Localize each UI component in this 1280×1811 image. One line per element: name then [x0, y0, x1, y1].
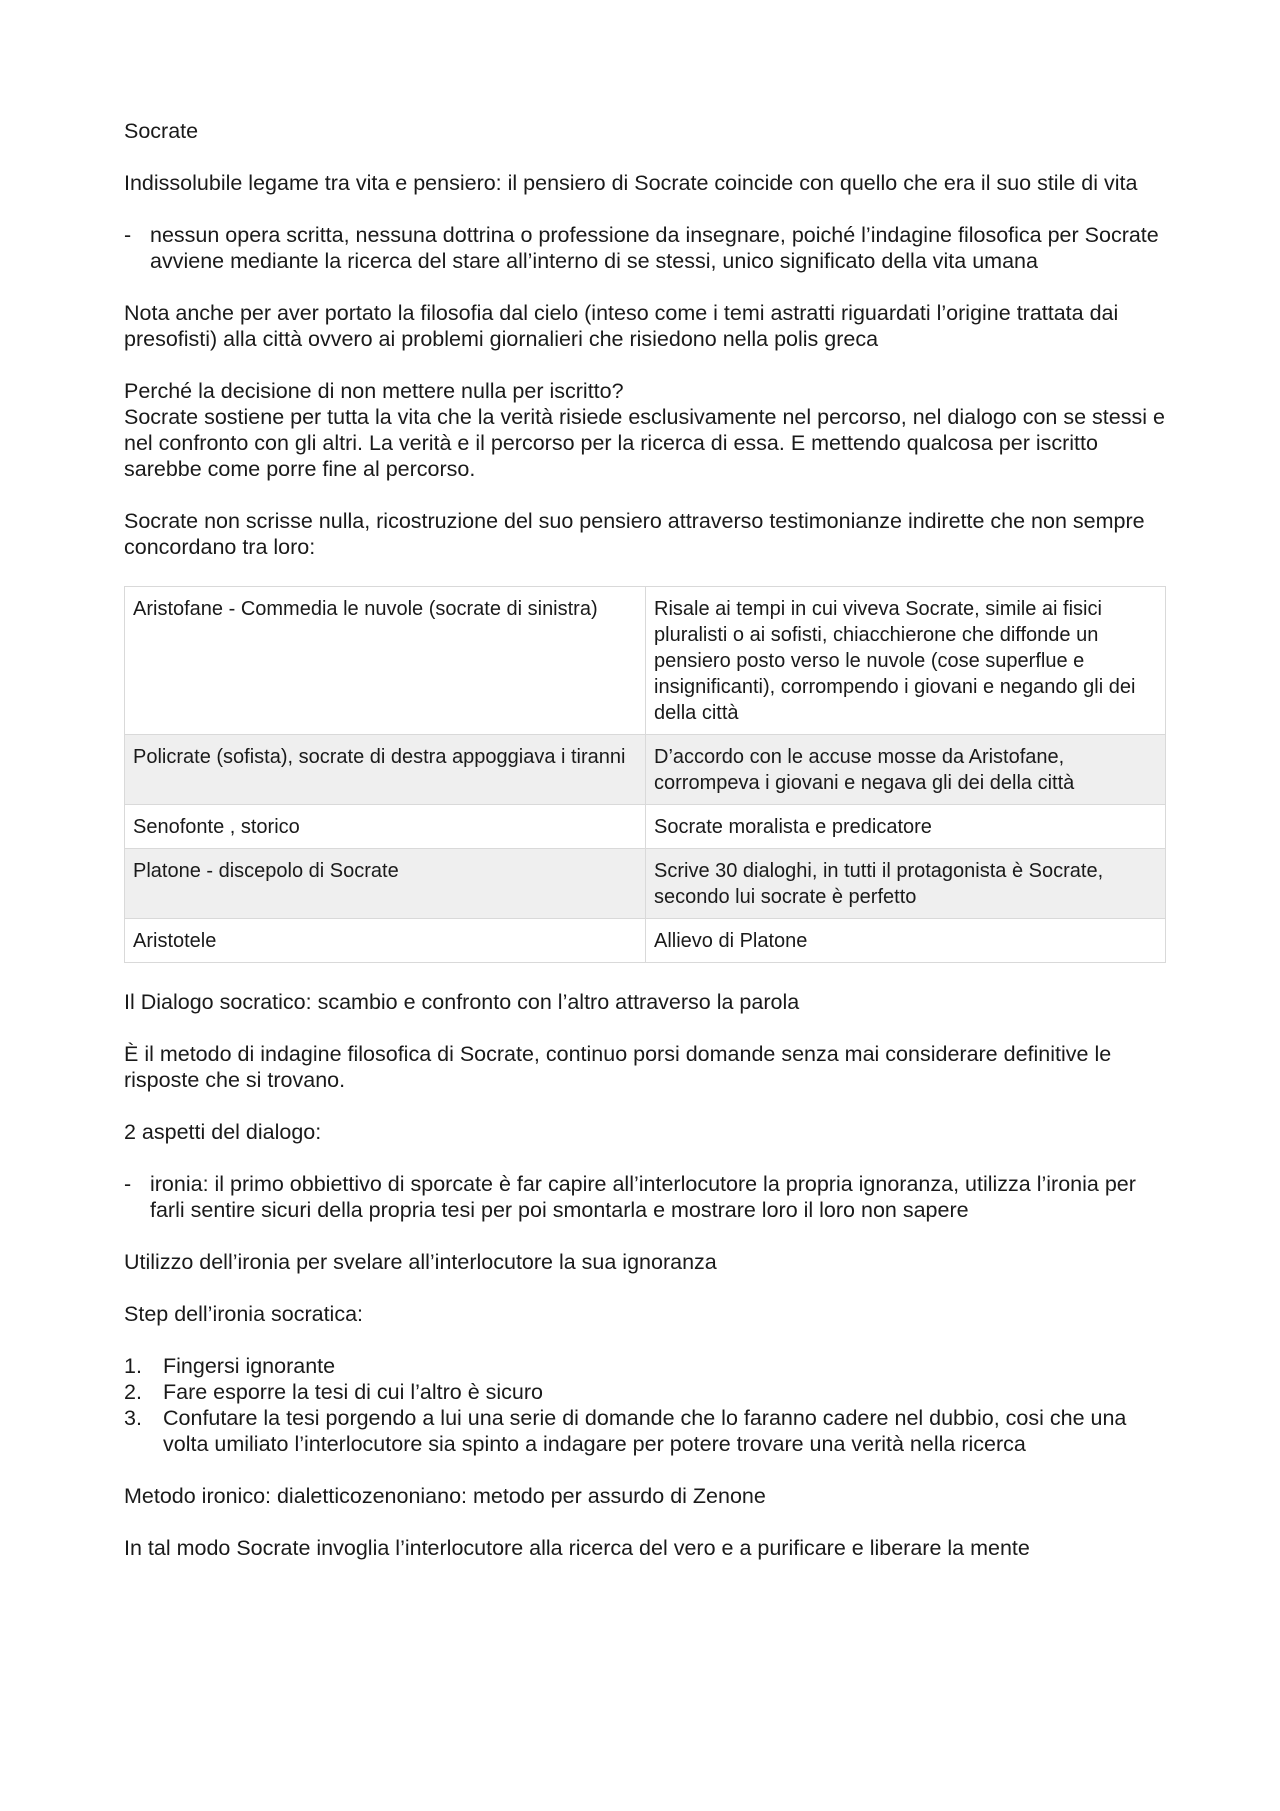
table-cell-source: Policrate (sofista), socrate di destra appoggiava i tiranni [125, 735, 646, 805]
page-title: Socrate [124, 119, 199, 143]
steps-list [124, 1353, 1166, 1457]
dash-list [124, 1171, 1166, 1223]
table-row [125, 919, 1166, 963]
step-text: Confutare la tesi porgendo a lui una serie di domande che lo faranno cadere nel dubbio, cosi che una volta umiliato l’interlocutore sia spinto a indagare per potere trovare una verità nella ricerca [163, 1406, 1127, 1456]
table-cell-description: D’accordo con le accuse mosse da Aristofane, corrompeva i giovani e negava gli dei della città [646, 735, 1166, 805]
step-number: 1. [124, 1354, 142, 1378]
answer-paragraph: Socrate sostiene per tutta la vita che la verità risiede esclusivamente nel percorso, nel dialogo con se stessi e nel confronto con gli altri. La verità e il percorso per la ricerca di essa. E mettendo qualcosa per iscritto sarebbe come porre fine al percorso. [124, 405, 1165, 481]
bullet-mark: - [124, 1172, 132, 1196]
table-cell-source: Platone - discepolo di Socrate [125, 849, 646, 919]
table-row [125, 805, 1166, 849]
table-row [125, 735, 1166, 805]
conclusione-paragraph: In tal modo Socrate invoglia l’interlocutore alla ricerca del vero e a purificare e liberare la mente [124, 1536, 1030, 1560]
list-item [124, 1379, 1166, 1405]
table-row [125, 849, 1166, 919]
table-cell-source: Aristofane - Commedia le nuvole (socrate di sinistra) [125, 587, 646, 735]
step-text: Fingersi ignorante [163, 1354, 336, 1378]
table-cell-description: Socrate moralista e predicatore [646, 805, 1166, 849]
table-cell-source: Senofonte , storico [125, 805, 646, 849]
step-number: 2. [124, 1380, 142, 1404]
table-cell-description: Risale ai tempi in cui viveva Socrate, simile ai fisici pluralisti o ai sofisti, chiacchierone che diffonde un pensiero posto verso le nuvole (cose superflue e insignificanti), corrompendo i giovani e negando gli dei della città [646, 587, 1166, 735]
step-number: 3. [124, 1406, 142, 1430]
metodo-paragraph: Metodo ironico: dialetticozenoniano: metodo per assurdo di Zenone [124, 1484, 766, 1508]
table-row [125, 587, 1166, 735]
table-cell-description: Allievo di Platone [646, 919, 1166, 963]
nota-paragraph: Nota anche per aver portato la filosofia dal cielo (inteso come i temi astratti riguardati l’origine trattata dai presofisti) alla città ovvero ai problemi giornalieri che risiedono nella polis greca [124, 301, 1119, 351]
aspetti-paragraph: 2 aspetti del dialogo: [124, 1120, 322, 1144]
list-item-text: nessun opera scritta, nessuna dottrina o professione da insegnare, poiché l’indagine filosofica per Socrate avviene mediante la ricerca del stare all’interno di se stessi, unico significato della vita umana [150, 223, 1159, 273]
list-item [124, 1353, 1166, 1379]
question-paragraph: Perché la decisione di non mettere nulla per iscritto? [124, 379, 624, 403]
step-title: Step dell’ironia socratica: [124, 1302, 364, 1326]
dash-list [124, 222, 1166, 274]
list-item [124, 1405, 1166, 1457]
sources-table [124, 586, 1166, 963]
dialogo-description: È il metodo di indagine filosofica di Socrate, continuo porsi domande senza mai considerare definitive le risposte che si trovano. [124, 1042, 1112, 1092]
bullet-mark: - [124, 223, 132, 247]
step-text: Fare esporre la tesi di cui l’altro è sicuro [163, 1380, 543, 1404]
table-cell-description: Scrive 30 dialoghi, in tutti il protagonista è Socrate, secondo lui socrate è perfetto [646, 849, 1166, 919]
document-page [124, 118, 1166, 1561]
list-item [124, 1171, 1166, 1223]
list-item [124, 222, 1166, 274]
table-cell-source: Aristotele [125, 919, 646, 963]
dialogo-title: Il Dialogo socratico: scambio e confronto con l’altro attraverso la parola [124, 990, 800, 1014]
testimonianze-paragraph: Socrate non scrisse nulla, ricostruzione del suo pensiero attraverso testimonianze indirette che non sempre concordano tra loro: [124, 509, 1145, 559]
utilizzo-paragraph: Utilizzo dell’ironia per svelare all’interlocutore la sua ignoranza [124, 1250, 717, 1274]
intro-paragraph: Indissolubile legame tra vita e pensiero: il pensiero di Socrate coincide con quello che era il suo stile di vita [124, 171, 1138, 195]
list-item-text: ironia: il primo obbiettivo di sporcate è far capire all’interlocutore la propria ignoranza, utilizza l’ironia per farli sentire sicuri della propria tesi per poi smontarla e mostrare loro il loro non sapere [150, 1172, 1136, 1222]
